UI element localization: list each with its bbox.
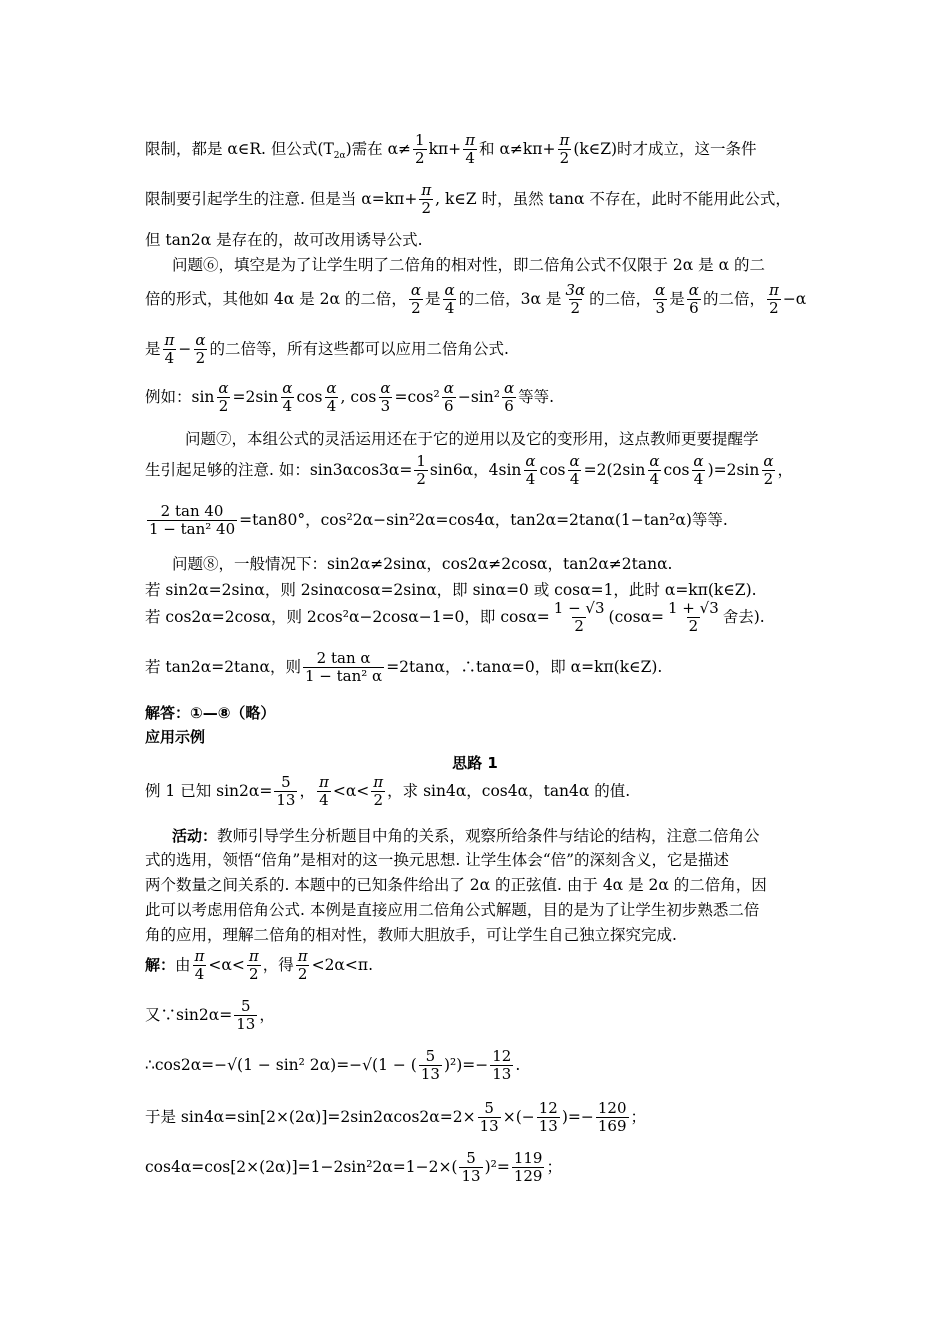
text: <α< (208, 955, 245, 974)
text-line-9 (145, 453, 793, 489)
solution-line (145, 948, 373, 984)
fraction (490, 1048, 513, 1084)
fraction (459, 1150, 482, 1186)
text-line-7 (145, 380, 554, 416)
text-line-13 (145, 600, 765, 636)
text: ×(− (502, 1107, 535, 1126)
text: =− (336, 1055, 363, 1074)
fraction-part: 5 (484, 1099, 494, 1117)
fraction-part: α (195, 331, 206, 349)
fraction (419, 182, 433, 218)
fraction-part: π (559, 131, 570, 149)
text: )需在 α≠ (345, 139, 412, 158)
fraction-part: 2 (570, 299, 581, 318)
fraction (193, 948, 207, 984)
sqrt-expression: )²) (443, 1055, 463, 1074)
text: ∴cos2α=− (145, 1055, 228, 1074)
fraction-part: 119 (513, 1149, 543, 1167)
activity-label: 活动： (172, 827, 218, 845)
fraction-part: π (248, 947, 259, 965)
text: =cos² (394, 387, 440, 406)
text: 倍的形式，其他如 4α 是 2α 的二倍， (145, 289, 407, 308)
fraction (296, 948, 310, 984)
fraction (568, 453, 582, 489)
text: 的二倍， (589, 289, 652, 308)
fraction-part: 2 (297, 965, 308, 984)
fraction-part: 2 (559, 149, 570, 168)
text-line-28 (145, 1150, 562, 1186)
text: cos4α=cos[2×(2α)]=1−2sin²2α=1−2×( (145, 1157, 458, 1176)
text: ， (777, 460, 794, 479)
text-line-27 (145, 1100, 646, 1136)
fraction-part: 4 (326, 397, 337, 416)
fraction-part: π (297, 947, 308, 965)
fraction (666, 600, 721, 636)
text-line-1 (145, 132, 757, 168)
text-line-6 (145, 332, 509, 368)
text: , k∈Z 时，虽然 tanα 不存在，此时不能用此公式， (435, 189, 791, 208)
fraction (557, 132, 571, 168)
fraction-part: α (380, 379, 391, 397)
fraction-part: α (444, 281, 455, 299)
text-line-26 (145, 1048, 520, 1084)
subsection-heading: 思路 1 (452, 754, 498, 772)
text-line-22: 此可以考虑用倍角公式. 本例是直接应用二倍角公式解题，目的是为了让学生初步熟悉二倍 (145, 901, 760, 919)
text: −α (782, 289, 807, 308)
fraction (442, 380, 456, 416)
fraction-part: 13 (479, 1117, 499, 1136)
fraction (193, 332, 207, 368)
fraction-part: 2 (415, 149, 425, 168)
text-line-11: 问题⑧，一般情况下：sin2α≠2sinα，cos2α≠2cosα，tan2α≠2tanα. (172, 555, 673, 573)
fraction-part: 5 (425, 1047, 436, 1065)
fraction-part: 4 (164, 349, 175, 368)
fraction-part: 1 − √3 (553, 599, 605, 617)
text: 舍去). (722, 607, 765, 626)
text: 例如：sin (145, 387, 215, 406)
fraction (280, 380, 294, 416)
text: 若 tan2α=2tanα，则 (145, 657, 301, 676)
text: . (515, 1055, 521, 1074)
fraction-part: 120 (597, 1099, 627, 1117)
fraction (147, 503, 237, 539)
text: =tan80°，cos²2α−sin²2α=cos4α，tan2α=2tanα(1−tan²α)等等. (239, 510, 728, 529)
fraction-part: 2 (574, 617, 584, 636)
text: 限制，都是 α∈R. 但公式(T (145, 139, 334, 158)
activity-line (172, 824, 760, 846)
text-line-8: 问题⑦，本组公式的灵活运用还在于它的逆用以及它的变形用，这点教师更要提醒学 (185, 430, 759, 448)
fraction (413, 132, 427, 168)
text-line-23: 角的应用，理解二倍角的相对性，教师大胆放手，可让学生自己独立探究完成. (145, 926, 677, 944)
fraction-part: 2 (373, 791, 383, 810)
fraction (317, 774, 331, 810)
text: )=− (561, 1107, 594, 1126)
fraction-part: π (373, 773, 384, 791)
sqrt-expression: √(1 − ( (362, 1055, 417, 1074)
answer-heading: 解答：①—⑧（略） (145, 704, 276, 722)
fraction-part: 2 (688, 617, 699, 636)
solution-label: 解： (145, 955, 176, 974)
fraction-part: 4 (465, 149, 475, 168)
text: ， (259, 1005, 275, 1024)
fraction-part: 5 (466, 1149, 476, 1167)
fraction-part: 2 (416, 470, 426, 489)
fraction-part: 3 (380, 397, 391, 416)
text: cos (539, 460, 566, 479)
fraction-part: 5 (281, 773, 291, 791)
fraction (691, 453, 705, 489)
text: cos (296, 387, 323, 406)
fraction-part: 13 (420, 1065, 440, 1084)
fraction-part: 4 (649, 470, 660, 489)
fraction (409, 282, 423, 318)
fraction (163, 332, 177, 368)
fraction-part: 13 (492, 1065, 512, 1084)
text: 限制要引起学生的注意. 但是当 α=kπ+ (145, 189, 418, 208)
fraction (596, 1100, 629, 1136)
fraction-part: π (318, 773, 329, 791)
fraction (478, 1100, 501, 1136)
fraction-part: 3 (655, 299, 665, 318)
fraction (767, 282, 781, 318)
fraction-part: 2 tan α (316, 649, 371, 667)
text: =2sin (232, 387, 279, 406)
fraction-part: 4 (569, 470, 580, 489)
fraction-part: 13 (461, 1167, 481, 1186)
fraction-part: α (525, 452, 536, 470)
fraction-part: 13 (276, 791, 296, 810)
text: 等等. (518, 387, 555, 406)
fraction-part: 4 (693, 470, 704, 489)
fraction-part: 169 (597, 1117, 627, 1136)
text-line-25 (145, 998, 275, 1034)
fraction-part: 2 (763, 470, 774, 489)
fraction-part: π (421, 181, 432, 199)
fraction (537, 1100, 560, 1136)
text: 是 (425, 289, 441, 308)
fraction-part: 1 − tan² 40 (149, 520, 236, 539)
fraction (414, 453, 428, 489)
text: =2tanα，∴tanα=0，即 α=kπ(k∈Z). (386, 657, 663, 676)
text: kπ+ (428, 139, 462, 158)
text: 例 1 已知 sin2α= (145, 781, 273, 800)
fraction-part: 1 (415, 131, 425, 149)
fraction-part: α (326, 379, 337, 397)
fraction (653, 282, 667, 318)
fraction-part: π (164, 331, 175, 349)
fraction-part: α (503, 379, 515, 397)
text: 由 (175, 955, 191, 974)
text: , cos (340, 387, 377, 406)
fraction-part: 12 (538, 1099, 558, 1117)
fraction-part: α (763, 452, 774, 470)
fraction-part: 4 (444, 299, 455, 318)
fraction-part: α (410, 281, 422, 299)
fraction (523, 453, 537, 489)
fraction (563, 282, 587, 318)
fraction (761, 453, 775, 489)
fraction-part: 4 (525, 470, 536, 489)
text: 的二倍等，所有这些都可以应用二倍角公式. (209, 339, 509, 358)
text: 的二倍， (702, 289, 765, 308)
fraction (234, 998, 257, 1034)
text-line-14 (145, 650, 662, 686)
text: )=2sin (707, 460, 760, 479)
fraction (378, 380, 392, 416)
text: ； (630, 1107, 647, 1126)
fraction (502, 380, 516, 416)
text: cos (663, 460, 690, 479)
fraction-part: 12 (492, 1047, 512, 1065)
fraction (324, 380, 338, 416)
fraction-part: α (282, 379, 293, 397)
fraction (247, 948, 261, 984)
text: − (178, 339, 192, 358)
text: sin6α，4sin (429, 460, 522, 479)
fraction-part: 6 (689, 299, 699, 318)
fraction-part: 5 (240, 997, 251, 1015)
text: ，求 sin4α，cos4α，tan4α 的值. (387, 781, 631, 800)
text: =− (462, 1055, 489, 1074)
text: )²= (484, 1157, 510, 1176)
fraction-part: 2 (421, 199, 432, 218)
fraction-part: α (655, 281, 666, 299)
fraction (463, 132, 477, 168)
section-heading: 应用示例 (145, 728, 206, 746)
fraction-part: α (688, 281, 699, 299)
fraction-part: α (649, 452, 660, 470)
text: (k∈Z)时才成立，这一条件 (573, 139, 757, 158)
text-line-21: 两个数量之间关系的. 本题中的已知条件给出了 2α 的正弦值. 由于 4α 是 2α 的二倍角，因 (145, 876, 767, 894)
text: 的二倍，3α 是 (458, 289, 562, 308)
fraction-part: 4 (282, 397, 293, 416)
text: 生引起足够的注意. 如：sin3αcos3α= (145, 460, 413, 479)
text: 若 cos2α=2cosα，则 2cos²α−2cosα−1=0，即 cosα= (145, 607, 550, 626)
fraction-part: α (218, 379, 229, 397)
fraction-part: 6 (443, 397, 454, 416)
fraction-part: 2 (195, 349, 206, 368)
fraction-part: 1 (416, 452, 426, 470)
text: 又∵sin2α= (145, 1005, 233, 1024)
fraction-part: 4 (194, 965, 205, 984)
fraction (512, 1150, 545, 1186)
fraction (371, 774, 385, 810)
text: 和 α≠kπ+ (479, 139, 556, 158)
text-line-20: 式的选用，领悟“倍角”是相对的这一换元思想. 让学生体会“倍”的深刻含义，它是描述 (145, 851, 730, 869)
fraction (687, 282, 701, 318)
fraction (647, 453, 661, 489)
fraction-part: 13 (538, 1117, 558, 1136)
fraction-part: 1 − tan² α (304, 667, 383, 686)
sqrt-expression: √(1 − sin² 2α) (227, 1055, 337, 1074)
text: <α< (332, 781, 370, 800)
text-line-12: 若 sin2α=2sinα，则 2sinαcosα=2sinα，即 sinα=0 或 cosα=1，此时 α=kπ(k∈Z). (145, 581, 757, 599)
text-line-5 (145, 282, 806, 318)
text: (cosα= (608, 607, 664, 626)
text: <2α<π. (311, 955, 373, 974)
fraction-part: 129 (513, 1167, 543, 1186)
fraction-part: π (194, 947, 205, 965)
fraction-part: 2 (411, 299, 421, 318)
fraction-part: π (465, 131, 476, 149)
text: 教师引导学生分析题目中角的关系，观察所给条件与结论的结构，注意二倍角公 (217, 827, 760, 845)
text: =2(2sin (583, 460, 646, 479)
fraction-part: α (569, 452, 580, 470)
text: ； (546, 1157, 562, 1176)
text-line-2 (145, 182, 791, 218)
fraction-part: 2 tan 40 (160, 502, 224, 520)
fraction (216, 380, 230, 416)
fraction (443, 282, 457, 318)
fraction-part: 2 (769, 299, 779, 318)
text-line-10 (145, 503, 728, 539)
fraction (552, 600, 607, 636)
fraction-part: 2 (218, 397, 229, 416)
text: 是 (669, 289, 685, 308)
text-line-4: 问题⑥，填空是为了让学生明了二倍角的相对性，即二倍角公式不仅限于 2α 是 α 的二 (172, 256, 766, 274)
fraction-part: π (768, 281, 779, 299)
fraction-part: 6 (504, 397, 514, 416)
fraction (419, 1048, 442, 1084)
text: ，得 (262, 955, 294, 974)
fraction-part: 4 (319, 791, 329, 810)
text: 是 (145, 339, 161, 358)
subscript: 2α (333, 150, 346, 161)
fraction (303, 650, 384, 686)
text: 于是 sin4α=sin[2×(2α)]=2sin2αcos2α=2× (145, 1107, 476, 1126)
text: ， (299, 781, 315, 800)
fraction (274, 774, 297, 810)
fraction-part: α (693, 452, 704, 470)
fraction-part: 2 (249, 965, 259, 984)
text-line-3: 但 tan2α 是存在的，故可改用诱导公式. (145, 231, 423, 249)
fraction-part: 13 (236, 1015, 256, 1034)
fraction-part: α (443, 379, 454, 397)
text: −sin² (457, 387, 500, 406)
fraction-part: 1 + √3 (668, 599, 719, 617)
fraction-part: 3α (565, 281, 586, 299)
example-line (145, 774, 630, 810)
